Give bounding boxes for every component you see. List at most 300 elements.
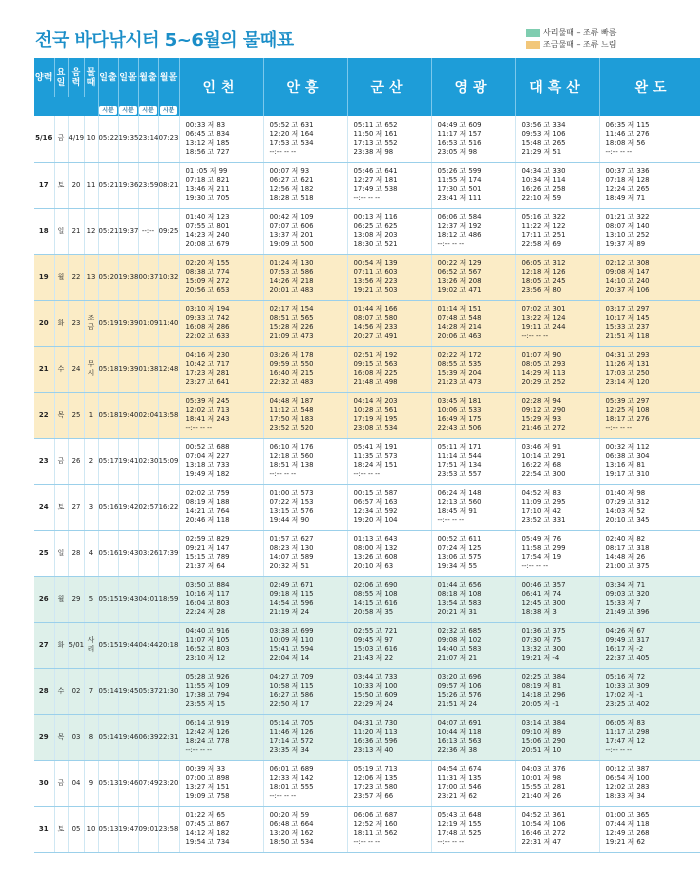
header-sunset xyxy=(118,58,138,97)
tide-entry: 14:54 고 596 xyxy=(269,599,314,607)
tide-entry: 17:48 고 525 xyxy=(437,829,482,837)
moonset-cell: 10:32 xyxy=(158,254,179,300)
tide-entry: 16:40 저 215 xyxy=(269,369,314,377)
header-station-incheon: 인천 xyxy=(179,58,263,116)
tide-entry: 12:18 고 560 xyxy=(269,452,314,460)
solar-date-cell: 5/16 xyxy=(34,116,54,162)
tide-entry: 22:37 고 405 xyxy=(605,654,650,662)
sunrise-cell: 05:16 xyxy=(98,484,118,530)
tide-entry: 11:14 고 544 xyxy=(437,452,482,460)
tide-cell-gunsan xyxy=(347,530,431,576)
tide-entry: 17:23 고 580 xyxy=(353,783,398,791)
tide-entry: 17:54 저 19 xyxy=(521,553,562,561)
moonrise-cell: 06:39 xyxy=(138,714,158,760)
lunar-date-cell: 04 xyxy=(68,760,84,806)
tide-entry: 06:27 고 621 xyxy=(269,176,314,184)
solar-date-cell: 24 xyxy=(34,484,54,530)
tide-entry: 04:14 저 203 xyxy=(353,397,398,405)
tide-phase-cell: 4 xyxy=(84,530,98,576)
tide-entry: 11:12 고 548 xyxy=(269,406,314,414)
tide-cell-incheon xyxy=(179,760,263,806)
tide-entry: 12:25 저 108 xyxy=(605,406,650,414)
tide-cell-wando xyxy=(599,116,700,162)
tide-cell-gunsan xyxy=(347,346,431,392)
tide-entry: 18:50 고 534 xyxy=(269,838,314,846)
tide-entry: 09:45 저 97 xyxy=(353,636,394,644)
tide-cell-daeheuksan xyxy=(515,668,599,714)
tide-entry: 12:52 저 160 xyxy=(353,820,398,828)
tide-phase-cell: 5 xyxy=(84,576,98,622)
tide-cell-daeheuksan xyxy=(515,208,599,254)
tide-cell-yeonggwang xyxy=(431,806,515,852)
moonset-cell: 23:58 xyxy=(158,806,179,852)
header-sub-unit xyxy=(158,97,179,116)
tide-entry: 16:04 고 803 xyxy=(185,599,230,607)
tide-cell-incheon xyxy=(179,576,263,622)
tide-entry: 18:30 고 521 xyxy=(353,240,398,248)
tide-entry: 04:34 고 330 xyxy=(521,167,566,175)
tide-cell-daeheuksan xyxy=(515,346,599,392)
tide-entry: 04:31 고 293 xyxy=(605,351,650,359)
tide-cell-gunsan xyxy=(347,208,431,254)
tide-entry: 15:28 저 226 xyxy=(269,323,314,331)
weekday-cell: 금 xyxy=(54,760,68,806)
tide-entry: 12:19 저 155 xyxy=(437,820,482,828)
tide-entry: 16:49 저 175 xyxy=(437,415,482,423)
tide-cell-wando xyxy=(599,668,700,714)
tide-entry: 06:06 고 584 xyxy=(437,213,482,221)
tide-entry: 12:49 고 268 xyxy=(605,829,650,837)
moonrise-cell: 00:37 xyxy=(138,254,158,300)
moonrise-cell: 02:30 xyxy=(138,438,158,484)
tide-entry: 06:48 고 664 xyxy=(269,820,314,828)
tide-entry: 14:29 저 113 xyxy=(521,369,566,377)
tide-cell-yeonggwang xyxy=(431,760,515,806)
tide-entry: 00:20 저 59 xyxy=(269,811,310,819)
tide-entry: 16:08 저 225 xyxy=(353,369,398,377)
tide-entry: --:-- -- -- xyxy=(605,147,633,156)
tide-entry: 05:52 고 631 xyxy=(269,120,314,129)
table-row xyxy=(34,346,700,392)
tide-cell-wando xyxy=(599,438,700,484)
tide-entry: 22:31 저 47 xyxy=(521,838,562,846)
moonset-cell: 15:09 xyxy=(158,438,179,484)
header-sunrise-text: 일출 xyxy=(99,72,117,83)
tide-entry: 08:51 고 565 xyxy=(269,314,314,322)
tide-entry: 14:28 저 214 xyxy=(437,323,482,331)
sunrise-cell: 05:17 xyxy=(98,438,118,484)
tide-entry: 19:20 저 104 xyxy=(353,516,398,524)
tide-entry: 02:55 고 721 xyxy=(353,627,398,635)
tide-cell-wando xyxy=(599,162,700,208)
tide-entry: --:-- -- -- xyxy=(185,424,213,432)
tide-entry: 00:13 저 116 xyxy=(353,213,398,221)
tide-entry: 13:56 저 223 xyxy=(353,277,398,285)
tide-entry: 22:29 저 24 xyxy=(353,700,394,708)
header-moonrise xyxy=(138,58,158,97)
tide-entry: 01:44 고 656 xyxy=(437,581,482,589)
tide-entry: 09:08 저 147 xyxy=(605,268,650,276)
weekday-cell: 토 xyxy=(54,806,68,852)
tide-cell-gunsan xyxy=(347,392,431,438)
tide-entry: 05:16 고 322 xyxy=(521,213,566,221)
tide-entry: 02:25 고 384 xyxy=(521,673,566,681)
solar-date-cell: 26 xyxy=(34,576,54,622)
tide-entry: 11:35 고 573 xyxy=(353,452,398,460)
tide-entry: 01:57 고 627 xyxy=(269,535,314,543)
tide-entry: 23:57 저 66 xyxy=(353,792,394,800)
tide-cell-anheung xyxy=(263,484,347,530)
tide-entry: 18:33 저 34 xyxy=(605,792,646,800)
solar-date-cell: 20 xyxy=(34,300,54,346)
tide-phase-cell: 3 xyxy=(84,484,98,530)
tide-entry: 14:23 저 240 xyxy=(185,231,230,239)
tide-entry: 10:42 고 717 xyxy=(185,360,230,368)
tide-entry: 06:06 고 687 xyxy=(353,811,398,819)
tide-entry: 23:08 고 534 xyxy=(353,424,398,432)
sunrise-cell: 05:13 xyxy=(98,806,118,852)
table-row xyxy=(34,116,700,162)
tide-entry: 02:51 저 192 xyxy=(353,351,398,359)
tide-entry: 03:46 저 91 xyxy=(521,443,562,451)
tide-phase-cell: 13 xyxy=(84,254,98,300)
solar-date-cell: 23 xyxy=(34,438,54,484)
tide-entry: 08:23 저 130 xyxy=(269,544,314,552)
tide-entry: 05:11 저 171 xyxy=(437,443,482,451)
weekday-cell: 금 xyxy=(54,116,68,162)
tide-entry: --:-- -- -- xyxy=(521,562,549,570)
table-row xyxy=(34,208,700,254)
tide-entry: 15:48 고 265 xyxy=(521,138,566,147)
sunrise-cell: 05:22 xyxy=(98,116,118,162)
sunset-cell: 19:43 xyxy=(118,576,138,622)
tide-cell-anheung xyxy=(263,530,347,576)
tide-cell-incheon xyxy=(179,484,263,530)
tide-entry: 04:48 저 187 xyxy=(269,397,314,405)
tide-entry: 21:46 고 272 xyxy=(521,424,566,432)
header-station-wando: 완도 xyxy=(599,58,700,116)
tide-cell-incheon xyxy=(179,346,263,392)
weekday-cell: 일 xyxy=(54,208,68,254)
sunset-cell: 19:37 xyxy=(118,208,138,254)
tide-entry: 05:19 고 713 xyxy=(353,765,398,773)
tide-entry: 23:14 저 120 xyxy=(605,378,650,386)
tide-cell-yeonggwang xyxy=(431,530,515,576)
tide-entry: 01:21 고 322 xyxy=(605,213,650,221)
tide-entry: 16:26 고 258 xyxy=(521,185,566,193)
tide-entry: 01:07 저 90 xyxy=(521,351,562,359)
tide-entry: 15:26 고 576 xyxy=(437,691,482,699)
tide-entry: 07:45 고 867 xyxy=(185,820,230,828)
sunset-cell: 19:40 xyxy=(118,392,138,438)
tide-cell-yeonggwang xyxy=(431,116,515,162)
table-row xyxy=(34,622,700,668)
tide-entry: 03:14 고 384 xyxy=(521,719,566,727)
tide-cell-gunsan xyxy=(347,254,431,300)
lunar-date-cell: 02 xyxy=(68,668,84,714)
tide-cell-daeheuksan xyxy=(515,576,599,622)
tide-cell-anheung xyxy=(263,254,347,300)
lunar-date-cell: 24 xyxy=(68,346,84,392)
tide-cell-yeonggwang xyxy=(431,208,515,254)
sunset-cell: 19:36 xyxy=(118,162,138,208)
tide-entry: 11:26 저 131 xyxy=(605,360,650,368)
header-sub-unit xyxy=(138,97,158,116)
tide-entry: 17:03 고 250 xyxy=(605,369,650,377)
tide-entry: 13:18 고 733 xyxy=(185,461,230,469)
table-row xyxy=(34,806,700,852)
tide-entry: 14:15 고 616 xyxy=(353,599,398,607)
moonset-cell: 23:20 xyxy=(158,760,179,806)
sunset-cell: 19:35 xyxy=(118,116,138,162)
tide-entry: 07:44 저 118 xyxy=(605,820,650,828)
tide-entry: 17:13 고 552 xyxy=(353,138,398,147)
tide-entry: 09:33 고 742 xyxy=(185,314,230,322)
tide-phase-cell: 10 xyxy=(84,116,98,162)
tide-entry: 17:11 고 251 xyxy=(521,231,566,239)
moonrise-cell: 04:44 xyxy=(138,622,158,668)
tide-entry: 15:29 저 93 xyxy=(521,415,562,423)
tide-entry: 11:17 고 298 xyxy=(605,728,650,736)
tide-cell-yeonggwang xyxy=(431,576,515,622)
tide-entry: 00:42 저 109 xyxy=(269,213,314,221)
tide-entry: 07:24 저 125 xyxy=(437,544,482,552)
tide-cell-incheon xyxy=(179,208,263,254)
tide-cell-incheon xyxy=(179,806,263,852)
tide-entry: 03:10 저 194 xyxy=(185,305,230,313)
solar-date-cell: 25 xyxy=(34,530,54,576)
tide-cell-anheung xyxy=(263,760,347,806)
tide-entry: 10:58 저 115 xyxy=(269,682,314,690)
tide-entry: 13:37 저 201 xyxy=(269,231,314,239)
tide-entry: 04:31 고 730 xyxy=(353,719,398,727)
tide-entry: 16:17 저 -2 xyxy=(605,645,644,653)
tide-entry: 17:51 저 134 xyxy=(437,461,482,469)
tide-entry: 07:04 저 227 xyxy=(185,452,230,460)
weekday-cell: 화 xyxy=(54,300,68,346)
tide-entry: 11:46 저 126 xyxy=(269,728,314,736)
tide-entry: 17:02 저 -1 xyxy=(605,691,644,699)
tide-entry: 22:32 고 483 xyxy=(269,378,314,386)
moonrise-cell: 09:01 xyxy=(138,806,158,852)
tide-entry: 09:59 고 550 xyxy=(269,360,314,368)
tide-entry: 12:33 저 142 xyxy=(269,774,314,782)
tide-entry: 21:07 저 21 xyxy=(437,654,478,662)
tide-entry: 12:06 저 135 xyxy=(353,774,398,782)
tide-entry: 03:26 저 178 xyxy=(269,351,314,359)
tide-entry: 01:13 고 643 xyxy=(353,535,398,543)
legend-item-spring xyxy=(526,27,616,39)
tide-entry: --:-- -- -- xyxy=(353,194,381,202)
lunar-date-cell: 4/19 xyxy=(68,116,84,162)
tide-cell-yeonggwang xyxy=(431,438,515,484)
tide-entry: 18:51 저 138 xyxy=(269,461,314,469)
tide-entry: 20:05 저 -1 xyxy=(521,700,560,708)
solar-date-cell: 29 xyxy=(34,714,54,760)
sunrise-cell: 05:15 xyxy=(98,622,118,668)
tide-entry: 19:21 저 62 xyxy=(605,838,646,846)
tide-entry: 20:58 저 35 xyxy=(353,608,394,616)
header-weekday-text: 요일 xyxy=(56,67,66,88)
header-sunset-text: 일몰 xyxy=(119,72,137,83)
tide-entry: 00:12 고 387 xyxy=(605,765,650,773)
tide-entry: 22:36 저 38 xyxy=(437,746,478,754)
tide-entry: 23:21 저 62 xyxy=(437,792,478,800)
sunset-cell: 19:45 xyxy=(118,668,138,714)
tide-entry: 20:32 저 51 xyxy=(269,562,310,570)
tide-entry: 06:05 고 312 xyxy=(521,259,566,267)
tide-entry: 05:43 고 648 xyxy=(437,811,482,819)
tide-cell-anheung xyxy=(263,162,347,208)
table-row xyxy=(34,438,700,484)
tide-entry: 23:10 저 12 xyxy=(185,654,226,662)
tide-cell-yeonggwang xyxy=(431,254,515,300)
tide-entry: 03:50 고 884 xyxy=(185,581,230,589)
tide-entry: 01:44 저 166 xyxy=(353,305,398,313)
tide-entry: 05:46 고 641 xyxy=(353,167,398,175)
legend-label-spring: 사리물때 – 조류 빠름 xyxy=(543,28,617,37)
moonrise-cell: 23:59 xyxy=(138,162,158,208)
tide-cell-wando xyxy=(599,530,700,576)
tide-entry: 16:46 고 272 xyxy=(521,829,566,837)
moonrise-cell: 01:38 xyxy=(138,346,158,392)
tide-entry: 18:05 고 245 xyxy=(521,277,566,285)
tide-cell-gunsan xyxy=(347,576,431,622)
tide-entry: 13:15 고 576 xyxy=(269,507,314,515)
tide-entry: 00:54 저 139 xyxy=(353,259,398,267)
tide-entry: 01:36 고 375 xyxy=(521,627,566,635)
moonrise-cell: 01:09 xyxy=(138,300,158,346)
tide-cell-yeonggwang xyxy=(431,622,515,668)
tide-entry: 23:35 저 34 xyxy=(269,746,310,754)
tide-entry: 10:34 저 114 xyxy=(521,176,566,184)
sunset-cell: 19:38 xyxy=(118,254,138,300)
header-sub-unit xyxy=(98,97,118,116)
tide-entry: 03:45 저 181 xyxy=(437,397,482,405)
tide-entry: 15:41 고 594 xyxy=(269,645,314,653)
tide-entry: 13:22 저 124 xyxy=(521,314,566,322)
tide-entry: 13:12 저 185 xyxy=(185,138,230,147)
tide-entry: 23:52 고 331 xyxy=(521,516,566,524)
tide-entry: 12:37 저 192 xyxy=(437,222,482,230)
tide-entry: 01:40 저 98 xyxy=(605,489,646,497)
tide-entry: 08:07 저 140 xyxy=(605,222,650,230)
header-station-anheung: 안흥 xyxy=(263,58,347,116)
tide-entry: 11:55 저 109 xyxy=(185,682,230,690)
moonset-cell: 13:58 xyxy=(158,392,179,438)
tide-entry: 05:11 고 652 xyxy=(353,120,398,129)
tide-entry: 11:50 저 161 xyxy=(353,129,398,138)
tide-entry: 09:03 고 320 xyxy=(605,590,650,598)
lunar-date-cell: 05 xyxy=(68,806,84,852)
tide-entry: 16:08 저 286 xyxy=(185,323,230,331)
tide-entry: 20:27 고 491 xyxy=(353,332,398,340)
tide-cell-yeonggwang xyxy=(431,714,515,760)
tide-entry: 19:34 저 55 xyxy=(437,562,478,570)
tide-entry: 23:05 저 98 xyxy=(437,147,478,156)
tide-entry: 05:14 고 705 xyxy=(269,719,314,727)
table-row xyxy=(34,162,700,208)
tide-entry: 10:28 고 561 xyxy=(353,406,398,414)
moonrise-cell: 02:57 xyxy=(138,484,158,530)
tide-entry: 06:45 고 834 xyxy=(185,129,230,138)
solar-date-cell: 19 xyxy=(34,254,54,300)
sunset-cell: 19:39 xyxy=(118,346,138,392)
tide-entry: 12:02 고 713 xyxy=(185,406,230,414)
tide-entry: 19:11 고 244 xyxy=(521,323,566,331)
tide-entry: 17:49 고 538 xyxy=(353,185,398,193)
header-station-gunsan: 군산 xyxy=(347,58,431,116)
header-moonrise-text: 월출 xyxy=(139,72,157,83)
tide-entry: 03:38 고 699 xyxy=(269,627,314,635)
tide-cell-gunsan xyxy=(347,162,431,208)
tide-entry: 16:36 고 596 xyxy=(353,737,398,745)
tide-entry: 08:19 저 188 xyxy=(185,498,230,506)
tide-entry: 05:39 저 245 xyxy=(185,397,230,405)
tide-entry: 02:32 고 685 xyxy=(437,627,482,635)
tide-cell-wando xyxy=(599,300,700,346)
tide-entry: 04:49 고 609 xyxy=(437,120,482,129)
tide-entry: 14:56 저 233 xyxy=(353,323,398,331)
tide-entry: --:-- -- -- xyxy=(437,240,465,248)
tide-entry: 06:05 저 83 xyxy=(605,719,646,727)
tide-entry: 04:52 저 83 xyxy=(521,489,562,497)
tide-entry: 07:30 저 75 xyxy=(521,636,562,644)
moonset-cell: 22:31 xyxy=(158,714,179,760)
sunrise-cell: 05:16 xyxy=(98,530,118,576)
tide-entry: 01:14 저 151 xyxy=(437,305,482,313)
solar-date-cell: 28 xyxy=(34,668,54,714)
tide-entry: 23:38 저 98 xyxy=(353,147,394,156)
tide-phase-cell: 8 xyxy=(84,714,98,760)
tide-entry: 11:31 저 135 xyxy=(437,774,482,782)
tide-entry: 18:49 저 71 xyxy=(605,194,646,202)
tide-cell-gunsan xyxy=(347,668,431,714)
tide-entry: 12:27 저 181 xyxy=(353,176,398,184)
tide-cell-gunsan xyxy=(347,438,431,484)
tide-entry: 18:12 고 486 xyxy=(437,231,482,239)
sunrise-cell: 05:18 xyxy=(98,346,118,392)
tide-entry: 19:30 고 705 xyxy=(185,194,230,202)
tide-entry: 01 :05 저 99 xyxy=(185,167,228,175)
moonset-cell: 07:23 xyxy=(158,116,179,162)
tide-entry: 14:26 저 218 xyxy=(269,277,314,285)
tide-entry: 07:29 고 312 xyxy=(605,498,650,506)
header-station-yeonggwang: 영광 xyxy=(431,58,515,116)
sunset-cell: 19:43 xyxy=(118,530,138,576)
tide-entry: 16:13 고 563 xyxy=(437,737,482,745)
moonset-cell: 08:21 xyxy=(158,162,179,208)
tide-entry: 06:52 고 567 xyxy=(437,268,482,276)
tide-entry: 17:14 고 572 xyxy=(269,737,314,745)
tide-cell-incheon xyxy=(179,116,263,162)
solar-date-cell: 22 xyxy=(34,392,54,438)
tide-entry: 23:56 저 80 xyxy=(521,286,562,294)
tide-cell-anheung xyxy=(263,300,347,346)
moonrise-cell: 02:04 xyxy=(138,392,158,438)
tide-entry: 13:08 저 203 xyxy=(353,231,398,239)
tide-cell-daeheuksan xyxy=(515,254,599,300)
tide-entry: 08:55 고 535 xyxy=(437,360,482,368)
tide-cell-wando xyxy=(599,714,700,760)
tide-entry: 20:10 저 63 xyxy=(353,562,394,570)
moonset-cell: 20:18 xyxy=(158,622,179,668)
tide-cell-yeonggwang xyxy=(431,484,515,530)
lunar-date-cell: 25 xyxy=(68,392,84,438)
tide-entry: 08:07 고 580 xyxy=(353,314,398,322)
tide-entry: 14:12 저 182 xyxy=(185,829,230,837)
tide-entry: 05:41 저 191 xyxy=(353,443,398,451)
